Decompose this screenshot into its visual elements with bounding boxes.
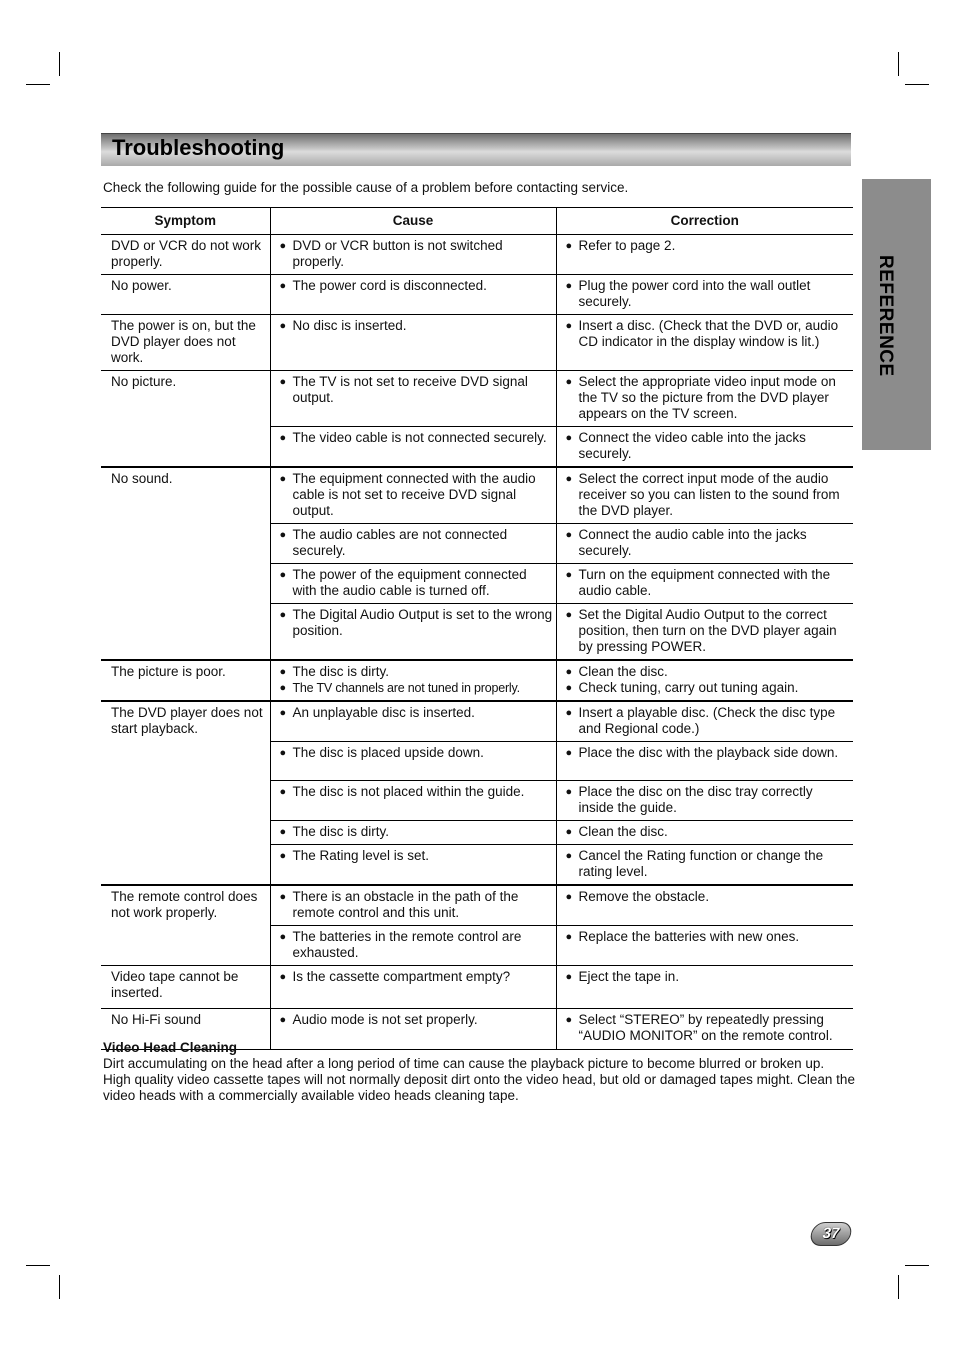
cause-item	[280, 567, 554, 599]
correction-text: Clean the disc.	[578, 664, 668, 679]
table-row	[101, 742, 853, 781]
table-row	[101, 564, 853, 604]
cause-item	[280, 784, 554, 800]
correction-cell	[556, 604, 853, 661]
symptom-cell: No Hi-Fi sound	[101, 1009, 270, 1050]
crop-mark	[905, 1265, 929, 1266]
cause-item	[280, 929, 554, 961]
bullet-icon: ●	[565, 786, 573, 798]
correction-item	[566, 824, 852, 840]
cause-item	[280, 848, 554, 864]
bullet-icon: ●	[565, 376, 573, 388]
cause-item	[280, 705, 554, 721]
correction-item	[566, 238, 852, 254]
cause-cell	[270, 781, 556, 821]
symptom-cell	[101, 926, 270, 966]
cause-item	[280, 969, 554, 985]
cause-text: The Digital Audio Output is set to the wrong position.	[292, 607, 553, 638]
cause-cell	[270, 315, 556, 371]
bullet-icon: ●	[279, 240, 287, 252]
correction-item	[566, 374, 852, 422]
cause-cell	[270, 564, 556, 604]
cause-cell	[270, 926, 556, 966]
table-row	[101, 235, 853, 275]
correction-cell	[556, 781, 853, 821]
correction-cell	[556, 885, 853, 926]
intro-text: Check the following guide for the possible cause of a problem before contacting service.	[103, 180, 629, 195]
cause-text: The audio cables are not connected securely.	[292, 527, 508, 558]
bullet-icon: ●	[279, 682, 287, 694]
cause-cell	[270, 427, 556, 468]
cause-cell	[270, 604, 556, 661]
crop-mark	[898, 52, 899, 76]
symptom-cell: No sound.	[111, 471, 173, 486]
title-bar	[101, 133, 851, 166]
bullet-icon: ●	[279, 280, 287, 292]
cause-item	[280, 607, 554, 639]
correction-cell	[556, 742, 853, 781]
table-row	[101, 926, 853, 966]
table-row	[101, 604, 853, 661]
troubleshooting-table	[101, 207, 853, 1050]
cause-text: The disc is dirty.	[292, 664, 390, 679]
correction-cell	[556, 660, 853, 701]
correction-item	[566, 607, 852, 655]
cause-cell	[270, 845, 556, 886]
correction-item	[566, 705, 852, 737]
cause-text: The power of the equipment connected with the audio cable is turned off.	[292, 567, 527, 598]
crop-mark	[26, 84, 50, 85]
bullet-icon: ●	[279, 707, 287, 719]
bullet-icon: ●	[279, 376, 287, 388]
table-row	[101, 524, 853, 564]
table-row	[101, 660, 853, 701]
table-row	[101, 427, 853, 468]
symptom-cell: No picture.	[111, 374, 177, 389]
bullet-icon: ●	[565, 240, 573, 252]
symptom-cell	[101, 564, 270, 604]
cause-item	[280, 745, 554, 761]
cause-cell	[270, 524, 556, 564]
video-head-cleaning-title: Video Head Cleaning	[103, 1040, 238, 1055]
symptom-cell: The picture is poor.	[101, 660, 270, 701]
bullet-icon: ●	[565, 529, 573, 541]
bullet-icon: ●	[565, 826, 573, 838]
correction-cell	[556, 315, 853, 371]
correction-cell	[556, 845, 853, 886]
correction-text: Set the Digital Audio Output to the correct position, then turn on the DVD player again by pressing POWER.	[578, 607, 837, 654]
cause-cell	[270, 742, 556, 781]
cause-item	[280, 318, 554, 334]
correction-item	[566, 848, 852, 880]
correction-cell	[556, 564, 853, 604]
section-tab	[862, 179, 931, 450]
symptom-cell	[101, 524, 270, 564]
correction-item	[566, 784, 852, 816]
symptom-cell: The DVD player does not start playback.	[111, 705, 263, 736]
bullet-icon: ●	[279, 971, 287, 983]
cause-item	[280, 889, 554, 921]
cause-cell	[270, 701, 556, 742]
bullet-icon: ●	[565, 850, 573, 862]
correction-header: Correction	[556, 208, 853, 235]
bullet-icon: ●	[565, 432, 573, 444]
cause-cell	[270, 1009, 556, 1050]
bullet-icon: ●	[279, 931, 287, 943]
cause-text: Audio mode is not set properly.	[292, 1012, 478, 1027]
cause-text: The TV channels are not tuned in properly.	[292, 681, 520, 695]
correction-item	[566, 969, 852, 985]
correction-cell	[556, 966, 853, 1009]
cause-cell	[270, 821, 556, 845]
bullet-icon: ●	[279, 826, 287, 838]
correction-text: Remove the obstacle.	[578, 889, 710, 904]
correction-item	[566, 567, 852, 599]
bullet-icon: ●	[279, 569, 287, 581]
table-row	[101, 845, 853, 886]
table-row	[101, 467, 853, 524]
bullet-icon: ●	[279, 1014, 287, 1026]
table-row	[101, 275, 853, 315]
page-number-badge	[808, 1222, 853, 1246]
bullet-icon: ●	[279, 529, 287, 541]
cause-text: The disc is not placed within the guide.	[292, 784, 525, 799]
cause-text: No disc is inserted.	[292, 318, 407, 333]
cause-text: Is the cassette compartment empty?	[292, 969, 511, 984]
bullet-icon: ●	[279, 473, 287, 485]
symptom-cell	[101, 781, 270, 821]
correction-cell	[556, 427, 853, 468]
table-row	[101, 781, 853, 821]
correction-cell	[556, 821, 853, 845]
cause-item	[280, 1012, 554, 1028]
bullet-icon: ●	[565, 280, 573, 292]
table-body	[101, 235, 853, 1050]
table-row	[101, 821, 853, 845]
cause-text: The video cable is not connected securely.	[292, 430, 547, 445]
cause-cell	[270, 371, 556, 427]
cause-text: The Rating level is set.	[292, 848, 430, 863]
symptom-cell: DVD or VCR do not work properly.	[101, 235, 270, 275]
table-row	[101, 885, 853, 926]
correction-cell	[556, 371, 853, 427]
correction-cell	[556, 275, 853, 315]
page-number: 37	[820, 1225, 842, 1242]
bullet-icon: ●	[565, 666, 573, 678]
correction-item	[566, 664, 852, 680]
cause-cell	[270, 660, 556, 701]
correction-item	[566, 929, 852, 945]
symptom-cell: The remote control does not work properly.	[111, 889, 258, 920]
bullet-icon: ●	[565, 707, 573, 719]
cause-text: The power cord is disconnected.	[292, 278, 487, 293]
correction-text: Turn on the equipment connected with the audio cable.	[578, 567, 831, 598]
table-row	[101, 701, 853, 742]
correction-text: Insert a playable disc. (Check the disc type and Regional code.)	[578, 705, 836, 736]
symptom-cell: Video tape cannot be inserted.	[101, 966, 270, 1009]
cause-text: An unplayable disc is inserted.	[292, 705, 475, 720]
correction-item	[566, 278, 852, 310]
bullet-icon: ●	[565, 609, 573, 621]
bullet-icon: ●	[565, 931, 573, 943]
correction-cell	[556, 1009, 853, 1050]
symptom-cell	[101, 742, 270, 781]
cause-item	[280, 664, 554, 680]
cause-item	[280, 527, 554, 559]
crop-mark	[59, 52, 60, 76]
bullet-icon: ●	[565, 971, 573, 983]
cause-text: The batteries in the remote control are exhausted.	[292, 929, 522, 960]
correction-item	[566, 471, 852, 519]
bullet-icon: ●	[565, 1014, 573, 1026]
correction-text: Replace the batteries with new ones.	[578, 929, 800, 944]
symptom-cell	[101, 604, 270, 661]
correction-cell	[556, 701, 853, 742]
symptom-cell	[101, 845, 270, 886]
correction-text: Place the disc with the playback side down.	[578, 745, 839, 760]
bullet-icon: ●	[565, 569, 573, 581]
bullet-icon: ●	[279, 891, 287, 903]
correction-item	[566, 430, 852, 462]
bullet-icon: ●	[279, 666, 287, 678]
correction-item	[566, 680, 852, 696]
symptom-cell: The power is on, but the DVD player does not work.	[101, 315, 270, 371]
cause-item	[280, 374, 554, 406]
correction-text: Connect the video cable into the jacks securely.	[578, 430, 806, 461]
correction-item	[566, 745, 852, 761]
cause-text: The equipment connected with the audio cable is not set to receive DVD signal output.	[292, 471, 536, 518]
correction-text: Eject the tape in.	[578, 969, 680, 984]
bullet-icon: ●	[279, 850, 287, 862]
video-head-cleaning-body: Dirt accumulating on the head after a long period of time can cause the playback picture to become blurred or broken up. High quality video cassette tapes will not normally deposit dirt onto the video head, but old or damaged tapes might. Clean the video heads with a commercially available video heads cleaning tape.	[103, 1056, 855, 1103]
crop-mark	[59, 1275, 60, 1299]
correction-cell	[556, 235, 853, 275]
correction-text: Plug the power cord into the wall outlet securely.	[578, 278, 811, 309]
cause-item	[280, 430, 554, 446]
cause-item	[280, 471, 554, 519]
table-row	[101, 315, 853, 371]
bullet-icon: ●	[565, 682, 573, 694]
correction-item	[566, 889, 852, 905]
cause-cell	[270, 275, 556, 315]
symptom-header: Symptom	[101, 208, 270, 235]
page-title: Troubleshooting	[112, 135, 285, 160]
cause-text: The disc is placed upside down.	[292, 745, 484, 760]
cause-item	[280, 278, 554, 294]
correction-item	[566, 527, 852, 559]
bullet-icon: ●	[279, 786, 287, 798]
cause-item	[280, 238, 554, 270]
cause-text: DVD or VCR button is not switched properly.	[292, 238, 503, 269]
bullet-icon: ●	[279, 747, 287, 759]
correction-text: Check tuning, carry out tuning again.	[578, 680, 799, 695]
cause-cell	[270, 885, 556, 926]
correction-item	[566, 318, 852, 350]
correction-text: Cancel the Rating function or change the rating level.	[578, 848, 824, 879]
section-tab-label: REFERENCE	[875, 255, 896, 377]
correction-cell	[556, 467, 853, 524]
cause-text: There is an obstacle in the path of the remote control and this unit.	[292, 889, 519, 920]
cause-cell	[270, 235, 556, 275]
bullet-icon: ●	[279, 320, 287, 332]
cause-item	[280, 680, 554, 696]
correction-text: Connect the audio cable into the jacks securely.	[578, 527, 807, 558]
correction-text: Select “STEREO” by repeatedly pressing “AUDIO MONITOR” on the remote control.	[578, 1012, 833, 1043]
bullet-icon: ●	[565, 473, 573, 485]
cause-text: The disc is dirty.	[292, 824, 390, 839]
bullet-icon: ●	[279, 609, 287, 621]
crop-mark	[905, 84, 929, 85]
cause-text: The TV is not set to receive DVD signal output.	[292, 374, 528, 405]
table-header-row	[101, 208, 853, 235]
correction-cell	[556, 524, 853, 564]
cause-item	[280, 824, 554, 840]
cause-cell	[270, 966, 556, 1009]
bullet-icon: ●	[565, 891, 573, 903]
correction-cell	[556, 926, 853, 966]
correction-text: Select the appropriate video input mode on the TV so the picture from the DVD player appears on the TV screen.	[578, 374, 836, 421]
symptom-cell	[101, 821, 270, 845]
symptom-cell: No power.	[101, 275, 270, 315]
bullet-icon: ●	[565, 320, 573, 332]
crop-mark	[898, 1275, 899, 1299]
correction-text: Select the correct input mode of the audio receiver so you can listen to the sound from the DVD player.	[578, 471, 840, 518]
correction-text: Refer to page 2.	[578, 238, 676, 253]
correction-item	[566, 1012, 852, 1044]
crop-mark	[26, 1265, 50, 1266]
table-row	[101, 371, 853, 427]
symptom-cell	[101, 427, 270, 468]
table-row	[101, 966, 853, 1009]
bullet-icon: ●	[279, 432, 287, 444]
correction-text: Insert a disc. (Check that the DVD or, audio CD indicator in the display window is lit.)	[578, 318, 839, 349]
cause-cell	[270, 467, 556, 524]
bullet-icon: ●	[565, 747, 573, 759]
correction-text: Clean the disc.	[578, 824, 668, 839]
correction-text: Place the disc on the disc tray correctly inside the guide.	[578, 784, 813, 815]
cause-header: Cause	[270, 208, 556, 235]
